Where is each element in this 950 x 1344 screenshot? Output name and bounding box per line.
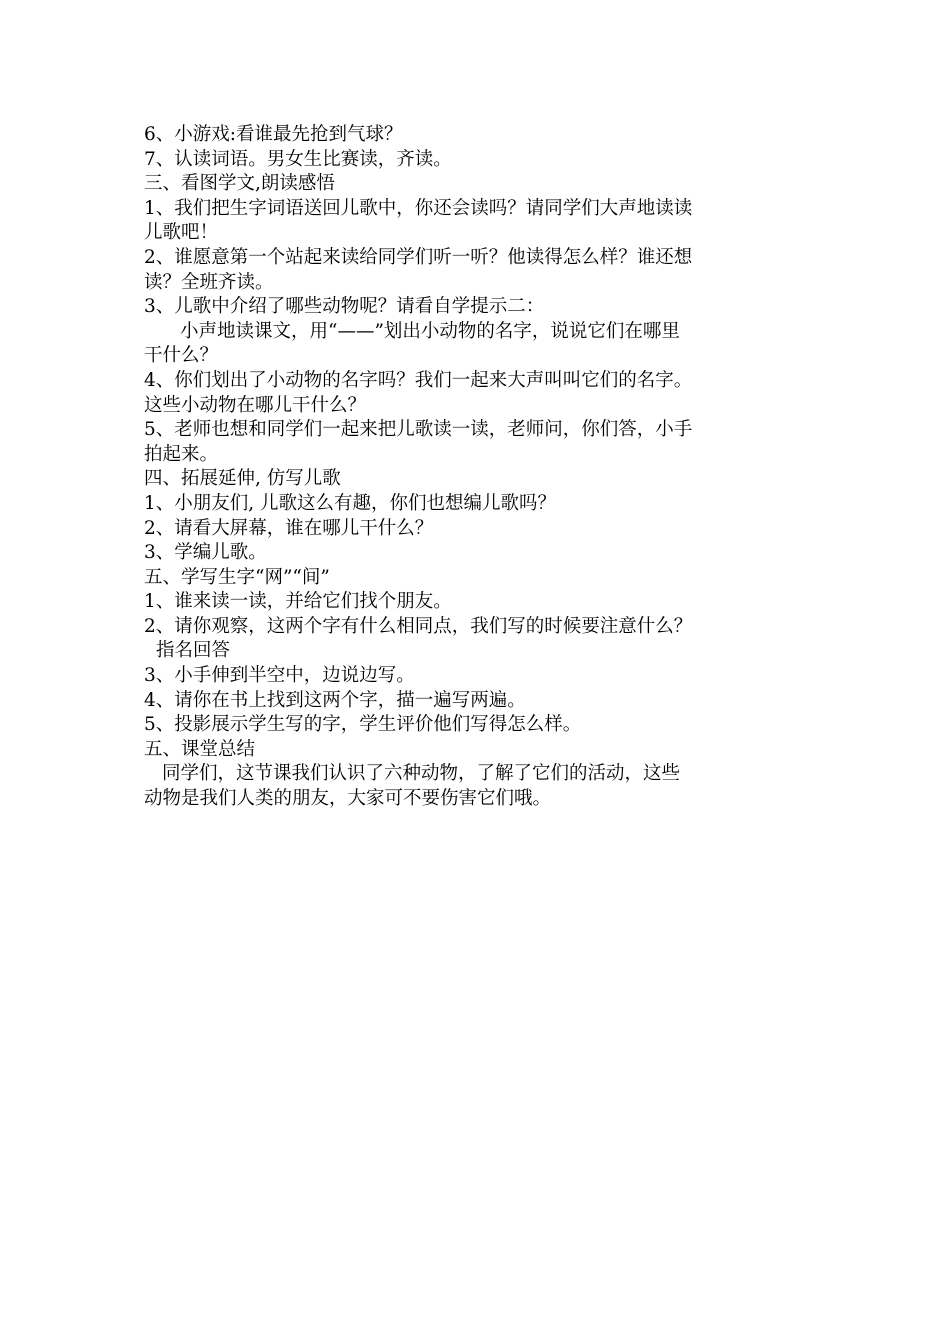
text-line: 1、谁来读一读，并给它们找个朋友。 [144, 591, 452, 613]
text-line: 2、谁愿意第一个站起来读给同学们听一听？他读得怎么样？谁还想 [144, 246, 693, 268]
text-line: 6、小游戏:看谁最先抢到气球？ [144, 124, 403, 145]
text-line: 小声地读课文，用“——”划出小动物的名字，说说它们在哪里 [180, 320, 680, 342]
text-line: 3、小手伸到半空中，边说边写。 [144, 665, 415, 687]
section-heading: 五、课堂总结 [144, 738, 256, 760]
text-line: 指名回答 [156, 640, 231, 662]
text-line: 动物是我们人类的朋友，大家可不要伤害它们哦。 [144, 788, 552, 810]
text-line: 干什么？ [144, 345, 219, 367]
text-line: 5、老师也想和同学们一起来把儿歌读一读，老师问，你们答，小手 [144, 419, 693, 441]
text-line: 读？全班齐读。 [144, 271, 274, 293]
text-line: 1、小朋友们, 儿歌这么有趣，你们也想编儿歌吗？ [144, 492, 557, 514]
text-line: 2、请你观察，这两个字有什么相同点，我们写的时候要注意什么？ [144, 615, 693, 637]
section-heading: 五、学写生字“网”“间” [144, 566, 330, 588]
text-line: 5、投影展示学生写的字，学生评价他们写得怎么样。 [144, 714, 582, 736]
text-line: 1、我们把生字词语送回儿歌中，你还会读吗？请同学们大声地读读 [144, 197, 693, 219]
text-line: 7、认读词语。男女生比赛读，齐读。 [144, 148, 452, 170]
section-heading: 三、看图学文,朗读感悟 [144, 173, 335, 195]
text-line: 4、你们划出了小动物的名字吗？我们一起来大声叫叫它们的名字。 [144, 369, 693, 391]
text-line: 3、儿歌中介绍了哪些动物呢？请看自学提示二： [144, 296, 545, 318]
text-line: 4、请你在书上找到这两个字，描一遍写两遍。 [144, 689, 526, 711]
document-body [144, 123, 809, 812]
text-line: 这些小动物在哪儿干什么？ [144, 394, 367, 416]
text-line: 儿歌吧！ [144, 222, 219, 244]
text-line: 同学们，这节课我们认识了六种动物，了解了它们的活动，这些 [162, 763, 681, 785]
section-heading: 四、拓展延伸, 仿写儿歌 [144, 468, 341, 490]
text-line: 拍起来。 [144, 443, 219, 465]
text-line: 3、学编儿歌。 [144, 542, 267, 564]
text-line: 2、请看大屏幕，谁在哪儿干什么？ [144, 517, 434, 539]
